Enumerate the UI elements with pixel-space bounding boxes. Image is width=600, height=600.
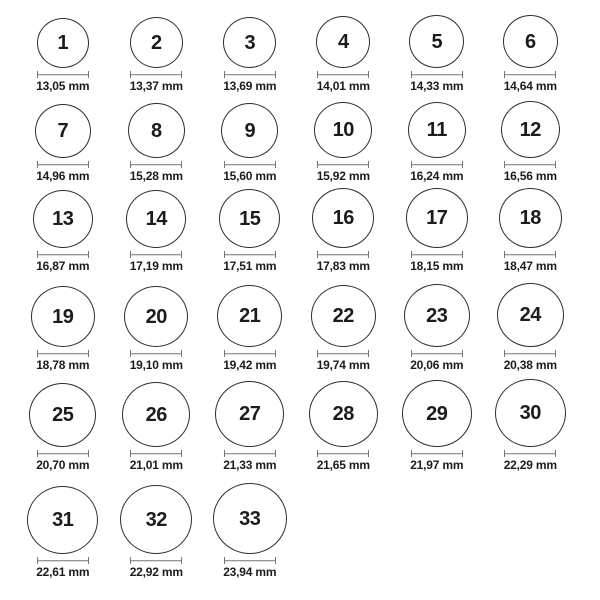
chart-row xyxy=(0,276,600,375)
ring-size-number: 29 xyxy=(426,402,448,425)
ring-size-number: 4 xyxy=(337,31,349,53)
diameter-bracket-icon xyxy=(37,161,89,168)
diameter-label: 18,47 mm xyxy=(503,259,557,273)
ring-circle xyxy=(312,188,374,248)
ring-size-number: 26 xyxy=(145,403,167,426)
diameter-bracket-icon xyxy=(317,161,369,168)
ring-size-cell xyxy=(390,186,484,276)
ring-size-number: 21 xyxy=(239,305,261,327)
diameter-bracket-icon xyxy=(37,557,89,564)
diameter-label: 22,61 mm xyxy=(36,565,90,579)
diameter-label: 21,65 mm xyxy=(316,458,370,472)
diameter-label: 13,05 mm xyxy=(36,79,90,93)
ring-size-cell xyxy=(203,375,297,475)
ring-circle xyxy=(311,285,376,347)
diameter-bracket-icon xyxy=(411,450,463,457)
ring-size-number: 28 xyxy=(332,403,354,425)
ring-size-number: 27 xyxy=(239,403,261,425)
diameter-bracket-icon xyxy=(504,450,556,457)
diameter-bracket-icon xyxy=(504,251,556,258)
diameter-bracket-icon xyxy=(130,251,182,258)
diameter-label: 20,06 mm xyxy=(410,358,464,372)
ring-size-cell xyxy=(484,276,578,375)
ring-size-number: 6 xyxy=(524,30,536,53)
ring-size-cell xyxy=(16,276,110,375)
ring-size-cell xyxy=(203,186,297,276)
ring-size-cell xyxy=(110,96,204,186)
diameter-label: 22,92 mm xyxy=(129,565,183,579)
chart-row xyxy=(0,96,600,186)
ring-size-number: 1 xyxy=(57,32,69,54)
ring-size-number: 24 xyxy=(519,304,541,326)
ring-circle xyxy=(501,101,560,158)
ring-size-cell xyxy=(203,0,297,96)
diameter-label: 23,94 mm xyxy=(223,565,277,579)
ring-size-number: 10 xyxy=(332,119,354,141)
diameter-label: 16,87 mm xyxy=(36,259,90,273)
ring-circle xyxy=(497,283,564,347)
diameter-bracket-icon xyxy=(37,71,89,78)
diameter-bracket-icon xyxy=(224,450,276,457)
diameter-label: 19,10 mm xyxy=(129,358,183,372)
ring-circle xyxy=(130,17,183,68)
ring-size-cell xyxy=(16,186,110,276)
ring-size-cell xyxy=(390,375,484,475)
diameter-bracket-icon xyxy=(317,450,369,457)
ring-size-cell xyxy=(16,96,110,186)
ring-size-cell xyxy=(390,96,484,186)
ring-size-number: 5 xyxy=(431,30,443,53)
ring-circle xyxy=(217,285,282,347)
diameter-bracket-icon xyxy=(224,557,276,564)
ring-circle xyxy=(316,16,370,68)
diameter-label: 15,60 mm xyxy=(223,169,277,183)
ring-circle xyxy=(29,383,96,447)
diameter-bracket-icon xyxy=(224,251,276,258)
ring-size-number: 32 xyxy=(145,508,167,531)
diameter-label: 13,69 mm xyxy=(223,79,277,93)
ring-size-number: 25 xyxy=(52,404,74,426)
diameter-bracket-icon xyxy=(130,71,182,78)
diameter-bracket-icon xyxy=(411,71,463,78)
diameter-bracket-icon xyxy=(224,350,276,357)
diameter-bracket-icon xyxy=(504,161,556,168)
ring-size-cell xyxy=(484,0,578,96)
ring-size-number: 7 xyxy=(57,120,69,142)
diameter-label: 17,19 mm xyxy=(129,259,183,273)
ring-size-cell xyxy=(203,276,297,375)
ring-circle xyxy=(409,15,464,68)
diameter-label: 17,51 mm xyxy=(223,259,277,273)
ring-size-cell xyxy=(297,0,391,96)
diameter-label: 20,38 mm xyxy=(503,358,557,372)
ring-size-number: 14 xyxy=(145,208,167,230)
diameter-label: 18,15 mm xyxy=(410,259,464,273)
ring-circle xyxy=(215,381,284,447)
ring-circle xyxy=(404,284,470,347)
diameter-label: 15,92 mm xyxy=(316,169,370,183)
ring-size-cell xyxy=(390,0,484,96)
ring-circle xyxy=(213,483,287,554)
ring-circle xyxy=(402,380,472,447)
ring-circle xyxy=(37,18,89,68)
ring-circle xyxy=(503,15,558,68)
ring-circle xyxy=(122,382,190,447)
ring-size-cell xyxy=(297,186,391,276)
ring-size-number: 12 xyxy=(519,118,541,141)
ring-size-number: 17 xyxy=(426,207,448,229)
diameter-label: 21,97 mm xyxy=(410,458,464,472)
ring-size-cell xyxy=(484,375,578,475)
ring-circle xyxy=(408,102,466,158)
diameter-label: 16,56 mm xyxy=(503,169,557,183)
ring-size-cell xyxy=(16,475,110,582)
diameter-label: 19,74 mm xyxy=(316,358,370,372)
ring-size-cell xyxy=(110,0,204,96)
ring-size-number: 23 xyxy=(426,304,448,327)
ring-circle xyxy=(27,486,98,554)
ring-circle xyxy=(33,190,93,248)
ring-size-cell xyxy=(297,276,391,375)
ring-size-number: 8 xyxy=(150,119,162,142)
ring-size-number: 15 xyxy=(239,207,261,230)
ring-circle xyxy=(221,103,278,158)
diameter-bracket-icon xyxy=(317,71,369,78)
ring-size-cell xyxy=(203,475,297,582)
ring-circle xyxy=(314,102,372,158)
diameter-bracket-icon xyxy=(130,450,182,457)
ring-circle xyxy=(128,103,185,158)
ring-size-number: 3 xyxy=(244,31,256,54)
chart-row xyxy=(0,186,600,276)
ring-size-cell xyxy=(297,375,391,475)
ring-size-number: 13 xyxy=(52,208,74,230)
ring-circle xyxy=(219,189,280,248)
ring-size-number: 31 xyxy=(52,509,74,531)
diameter-bracket-icon xyxy=(130,557,182,564)
diameter-label: 15,28 mm xyxy=(129,169,183,183)
diameter-bracket-icon xyxy=(130,350,182,357)
ring-size-cell xyxy=(110,186,204,276)
diameter-label: 14,01 mm xyxy=(316,79,370,93)
ring-size-number: 20 xyxy=(145,305,167,328)
ring-size-cell xyxy=(110,375,204,475)
diameter-label: 19,42 mm xyxy=(223,358,277,372)
ring-circle xyxy=(35,104,91,158)
ring-size-cell xyxy=(484,96,578,186)
chart-row xyxy=(0,475,600,582)
diameter-label: 16,24 mm xyxy=(410,169,464,183)
ring-size-cell xyxy=(16,0,110,96)
diameter-bracket-icon xyxy=(130,161,182,168)
diameter-bracket-icon xyxy=(37,450,89,457)
ring-size-number: 33 xyxy=(239,507,261,530)
diameter-bracket-icon xyxy=(411,251,463,258)
diameter-label: 14,64 mm xyxy=(503,79,557,93)
diameter-bracket-icon xyxy=(37,251,89,258)
diameter-bracket-icon xyxy=(37,350,89,357)
diameter-label: 21,01 mm xyxy=(129,458,183,472)
ring-size-number: 2 xyxy=(150,31,162,54)
diameter-label: 21,33 mm xyxy=(223,458,277,472)
ring-circle xyxy=(406,188,468,248)
ring-circle xyxy=(495,379,566,447)
diameter-label: 20,70 mm xyxy=(36,458,90,472)
diameter-label: 14,33 mm xyxy=(410,79,464,93)
ring-size-cell xyxy=(203,96,297,186)
diameter-label: 17,83 mm xyxy=(316,259,370,273)
ring-size-cell xyxy=(297,96,391,186)
diameter-bracket-icon xyxy=(411,161,463,168)
ring-circle xyxy=(124,286,188,347)
ring-size-number: 18 xyxy=(519,207,541,229)
ring-circle xyxy=(499,188,562,248)
ring-size-cell xyxy=(110,475,204,582)
diameter-bracket-icon xyxy=(224,161,276,168)
chart-row xyxy=(0,0,600,96)
ring-circle xyxy=(126,190,186,248)
diameter-bracket-icon xyxy=(504,71,556,78)
ring-circle xyxy=(31,286,95,347)
diameter-label: 18,78 mm xyxy=(36,358,90,372)
diameter-bracket-icon xyxy=(317,350,369,357)
ring-size-cell xyxy=(484,186,578,276)
ring-circle xyxy=(309,381,378,447)
chart-row xyxy=(0,375,600,475)
ring-size-number: 16 xyxy=(332,207,354,229)
diameter-bracket-icon xyxy=(504,350,556,357)
ring-size-number: 9 xyxy=(244,119,256,142)
diameter-label: 13,37 mm xyxy=(129,79,183,93)
ring-size-number: 11 xyxy=(426,119,447,141)
diameter-label: 22,29 mm xyxy=(503,458,557,472)
ring-size-cell xyxy=(110,276,204,375)
ring-circle xyxy=(223,17,276,68)
diameter-bracket-icon xyxy=(317,251,369,258)
diameter-bracket-icon xyxy=(411,350,463,357)
ring-size-cell xyxy=(390,276,484,375)
ring-size-number: 22 xyxy=(332,305,354,327)
diameter-label: 14,96 mm xyxy=(36,169,90,183)
ring-circle xyxy=(120,485,192,554)
diameter-bracket-icon xyxy=(224,71,276,78)
ring-size-cell xyxy=(16,375,110,475)
ring-size-number: 19 xyxy=(52,305,74,328)
ring-size-number: 30 xyxy=(519,402,541,424)
